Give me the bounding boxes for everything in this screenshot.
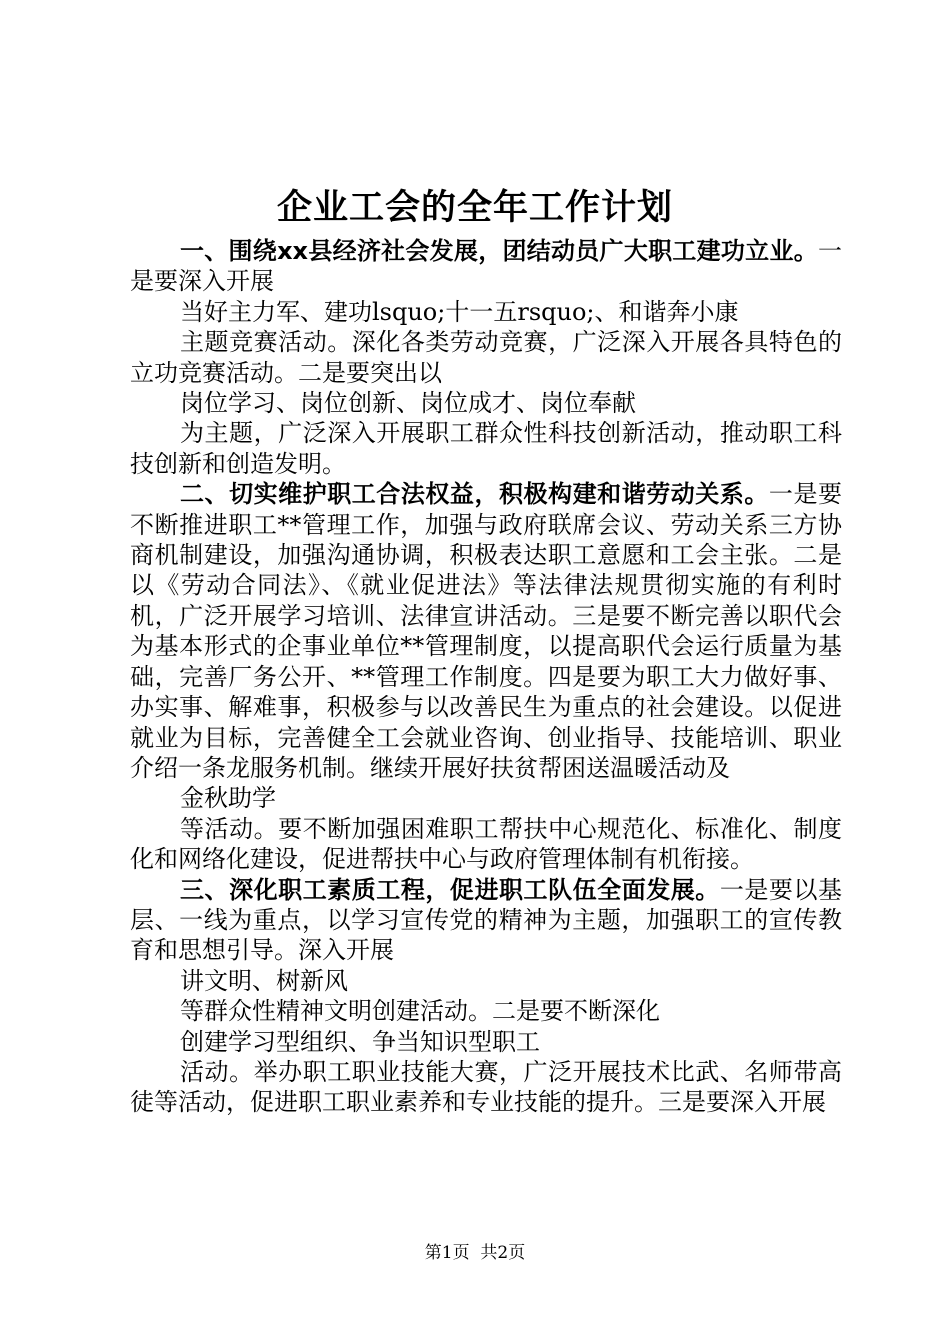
paragraph [130,996,842,1026]
section-heading: 三、深化职工素质工程，促进职工队伍全面发展。 [180,875,720,904]
document-body [130,236,842,1118]
paragraph-text: 一是要以基层、一线为重点，以学习宣传党的精神为主题，加强职工的宣传教育和思想引导。深入开展 [130,875,843,965]
paragraph-text: 创建学习型组织、争当知识型职工 [180,1027,540,1056]
document-title: 企业工会的全年工作计划 [276,187,673,228]
page-total: 共2页 [480,1243,526,1263]
page-number: 第1页 [424,1243,470,1263]
paragraph [130,783,842,813]
paragraph-text: 讲文明、树新风 [180,966,348,995]
paragraph-text: 当好主力军、建功lsquo;十一五rsquo;、和谐奔小康 [180,297,739,326]
paragraph-text: 主题竞赛活动。深化各类劳动竞赛，广泛深入开展各具特色的立功竞赛活动。二是要突出以 [130,328,842,387]
section-heading: 一、围绕xx县经济社会发展，团结动员广大职工建功立业。 [180,237,818,265]
paragraph-text: 一是要深入开展 [130,237,842,296]
paragraph-text: 活动。举办职工职业技能大赛，广泛开展技术比武、名师带高徒等活动，促进职工职业素养和专业技能的提升。三是要深入开展 [130,1057,842,1117]
paragraph [130,479,842,783]
paragraph-text: 等群众性精神文明创建活动。二是要不断深化 [180,997,660,1026]
paragraph [130,327,842,388]
paragraph-text: 为主题，广泛深入开展职工群众性科技创新活动，推动职工科技创新和创造发明。 [130,419,842,478]
paragraph [130,966,842,996]
paragraph [130,388,842,418]
paragraph [130,1057,842,1118]
paragraph [130,236,842,297]
paragraph [130,875,842,966]
paragraph-text: 一是要不断推进职工**管理工作，加强与政府联席会议、劳动关系三方协商机制建设，加强沟通协调，积极表达职工意愿和工会主张。二是以《劳动合同法》、《就业促进法》等法律法规贯彻实施的有利时机，广泛开展学习培训、法律宣讲活动。三是要不断完善以职代会为基本形式的企事业单位**管理制度，以提高职代会运行质量为基础，完善厂务公开、**管理工作制度。四是要为职工大力做好事、办实事、解难事，积极参与以改善民生为重点的社会建设。以促进就业为目标，完善健全工会就业咨询、创业指导、技能培训、职业介绍一条龙服务机制。继续开展好扶贫帮困送温暖活动及 [130,480,842,782]
page-footer [0,1241,950,1265]
paragraph [130,1027,842,1057]
section-heading: 二、切实维护职工合法权益，积极构建和谐劳动关系。 [180,480,769,509]
paragraph-text: 等活动。要不断加强困难职工帮扶中心规范化、标准化、制度化和网络化建设，促进帮扶中心与政府管理体制有机衔接。 [130,814,842,874]
paragraph [130,418,842,479]
paragraph [130,297,842,327]
paragraph-text: 岗位学习、岗位创新、岗位成才、岗位奉献 [180,389,636,418]
paragraph-text: 金秋助学 [180,784,276,813]
paragraph [130,814,842,875]
